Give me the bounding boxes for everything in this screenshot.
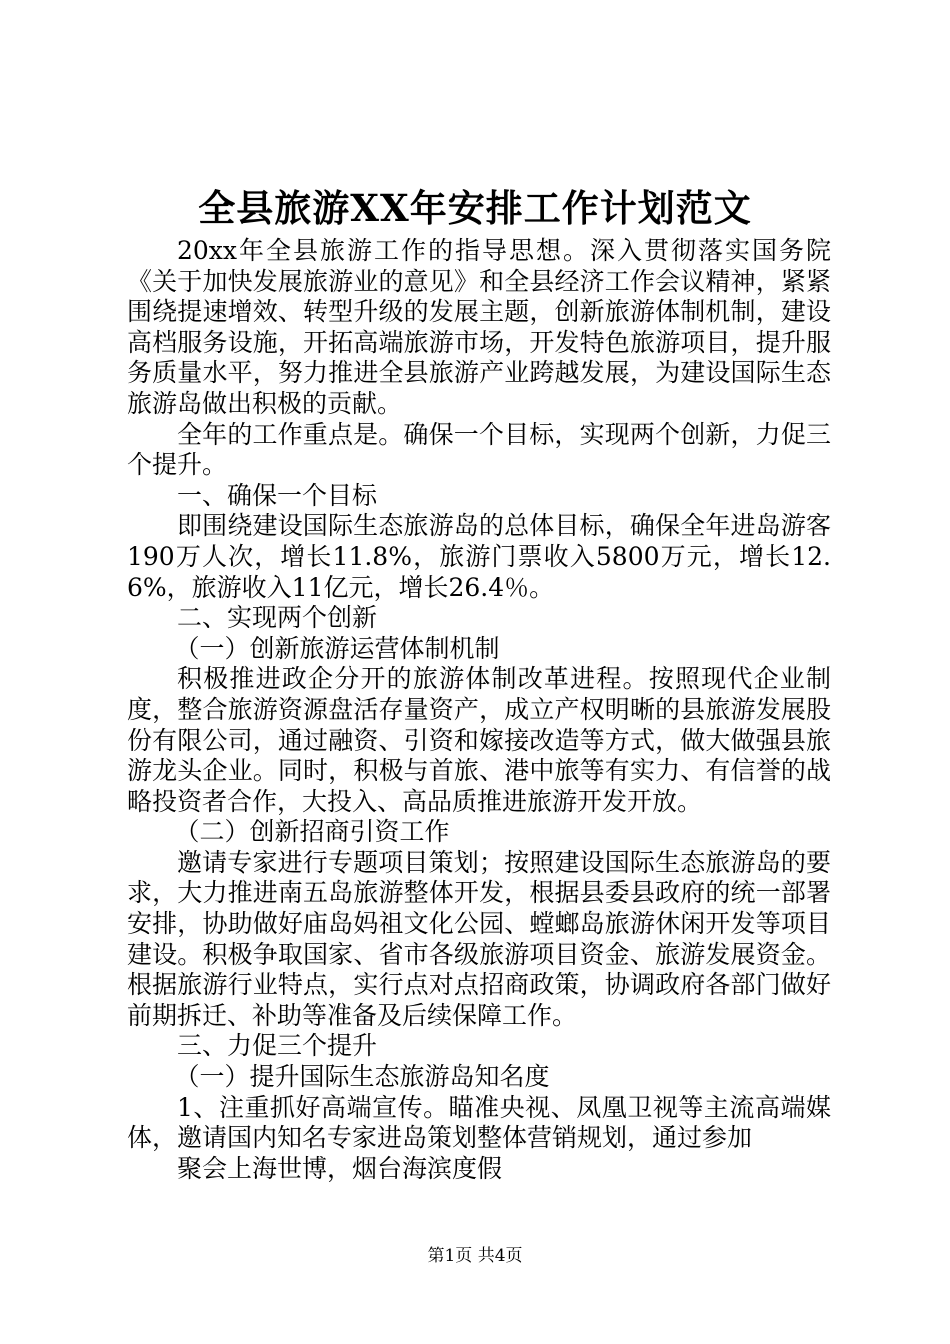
paragraph-fragment: 聚会上海世博，烟台海滨度假	[177, 1153, 503, 1183]
paragraph-promotion: 1、注重抓好高端宣传。瞄准央视、凤凰卫视等主流高端媒体，邀请国内知名专家进岛策划整体营销规划，通过参加	[127, 1092, 831, 1153]
paragraph-targets: 即围绕建设国际生态旅游岛的总体目标，确保全年进岛游客190万人次，增长11.8%，旅游门票收入5800万元，增长12.6%，旅游收入11亿元，增长26.4％。	[127, 511, 831, 602]
document-title: 全县旅游XX年安排工作计划范文	[198, 186, 752, 230]
heading-subsection-2-2: （二）创新招商引资工作	[174, 817, 450, 847]
page-footer: 第1页 共4页	[427, 1246, 523, 1266]
paragraph-guiding-idea: 20xx年全县旅游工作的指导思想。深入贯彻落实国务院《关于加快发展旅游业的意见》和全县经济工作会议精神，紧紧围绕提速增效、转型升级的发展主题，创新旅游体制机制，建设高档服务设施，开拓高端旅游市场，开发特色旅游项目，提升服务质量水平，努力推进全县旅游产业跨越发展，为建设国际生态旅游岛做出积极的贡献。	[127, 236, 831, 418]
heading-section-2: 二、实现两个创新	[177, 603, 378, 633]
paragraph-investment: 邀请专家进行专题项目策划；按照建设国际生态旅游岛的要求，大力推进南五岛旅游整体开发，根据县委县政府的统一部署安排，协助做好庙岛妈祖文化公园、螳螂岛旅游休闲开发等项目建设。积极争取国家、省市各级旅游项目资金、旅游发展资金。根据旅游行业特点，实行点对点招商政策，协调政府各部门做好前期拆迁、补助等准备及后续保障工作。	[127, 847, 831, 1030]
paragraph-work-focus: 全年的工作重点是。确保一个目标，实现两个创新，力促三个提升。	[127, 419, 831, 480]
document-body	[127, 236, 831, 1184]
heading-section-3: 三、力促三个提升	[177, 1031, 378, 1061]
heading-subsection-2-1: （一）创新旅游运营体制机制	[174, 633, 500, 663]
heading-subsection-3-1: （一）提升国际生态旅游岛知名度	[174, 1062, 550, 1092]
heading-section-1: 一、确保一个目标	[177, 480, 378, 510]
paragraph-operation-reform: 积极推进政企分开的旅游体制改革进程。按照现代企业制度，整合旅游资源盘活存量资产，成立产权明晰的县旅游发展股份有限公司，通过融资、引资和嫁接改造等方式，做大做强县旅游龙头企业。同时，积极与首旅、港中旅等有实力、有信誉的战略投资者合作，大投入、高品质推进旅游开发开放。	[127, 664, 831, 816]
